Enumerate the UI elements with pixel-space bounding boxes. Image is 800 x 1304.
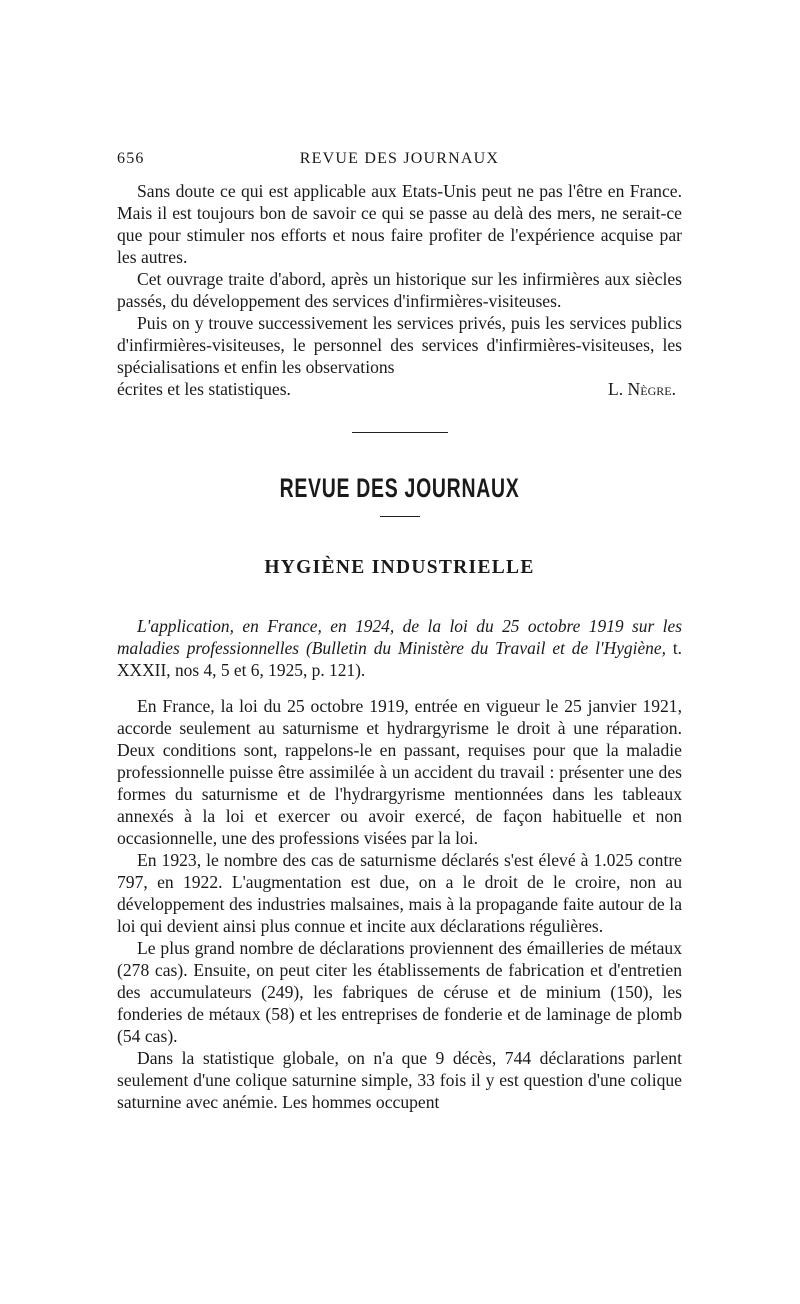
section-divider [352, 432, 448, 433]
article-paragraph: En France, la loi du 25 octobre 1919, entrée en vigueur le 25 janvier 1921, accorde seulement au saturnisme et hydrargyrisme le droit à une réparation. Deux conditions sont, rappelons-le en passant, requises pour que la maladie professionnelle puisse être assimilée à un accident du travail : présenter une des formes du saturnisme et de l'hydrargyrisme mentionnées dans les tableaux annexés à la loi et exercer ou avoir exercé, de façon habituelle et non occasionnelle, une des professions visées par la loi. [117, 696, 682, 848]
section-subtitle: HYGIÈNE INDUSTRIELLE [264, 557, 535, 578]
article-paragraph: Le plus grand nombre de déclarations proviennent des émailleries de métaux (278 cas). Ensuite, on peut citer les établissements de fabrication et d'entretien des accumulateurs (249), les fabriques de céruse et de minium (150), les fonderies de métaux (58) et les entreprises de fonderie et de laminage de plomb (54 cas). [117, 938, 682, 1046]
intro-text [117, 180, 682, 400]
intro-paragraph: Cet ouvrage traite d'abord, après un historique sur les infirmières aux siècles passés, du développement des services d'infirmières-visiteuses. [117, 269, 682, 311]
article-citation [117, 615, 682, 681]
author-signature: L. Nègre. [608, 379, 676, 399]
citation-title: L'application, en France, en 1924, de la loi du 25 octobre 1919 sur les maladies professionnelles (Bulletin du Ministère du Travail et de l'Hygiène, [117, 616, 682, 658]
intro-paragraph: Puis on y trouve successivement les services privés, puis les services publics d'infirmières-visiteuses, le personnel des services d'infirmières-visiteuses, les spécialisations et enfin les observations [117, 313, 682, 377]
running-title: REVUE DES JOURNAUX [299, 150, 500, 167]
signature-line [117, 378, 682, 400]
intro-paragraph: Sans doute ce qui est applicable aux Etats-Unis peut ne pas l'être en France. Mais il est toujours bon de savoir ce qui se passe au delà des mers, ne serait-ce que pour stimuler nos efforts et nous faire profiter de l'expérience acquise par les autres. [117, 181, 682, 267]
article-paragraph: Dans la statistique globale, on n'a que 9 décès, 744 déclarations parlent seulement d'une colique saturnine simple, 33 fois il y est question d'une colique saturnine avec anémie. Les hommes occupent [117, 1048, 682, 1112]
page-number: 656 [117, 150, 145, 167]
intro-paragraph-end: écrites et les statistiques. [117, 379, 291, 399]
section-title: REVUE DES JOURNAUX [279, 473, 520, 503]
running-head [117, 150, 682, 180]
article-paragraph: En 1923, le nombre des cas de saturnisme déclarés s'est élevé à 1.025 contre 797, en 1922. L'augmentation est due, on a le droit de le croire, non au développement des industries malsaines, mais à la propagande faite autour de la loi qui devient ainsi plus connue et incite aux déclarations régulières. [117, 850, 682, 936]
article-body [117, 695, 682, 1113]
citation-reference: t. XXXII, nos 4, 5 et 6, 1925, p. 121). [117, 638, 682, 680]
title-underline [380, 516, 420, 517]
